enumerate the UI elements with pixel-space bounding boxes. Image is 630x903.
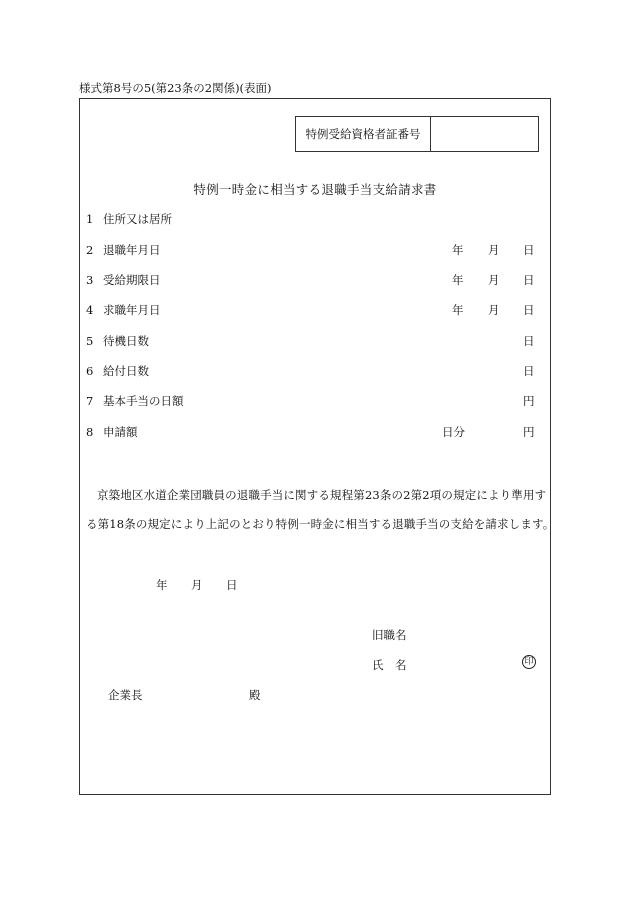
cert-number-field[interactable] bbox=[431, 117, 538, 151]
date-month: 月 bbox=[191, 578, 203, 592]
unit-month: 月 bbox=[488, 273, 500, 287]
item-benefit-deadline bbox=[86, 272, 161, 288]
unit-yen: 円 bbox=[523, 425, 535, 439]
name-label: 氏 名 bbox=[372, 658, 407, 672]
statement-line-2: る第18条の規定により上記のとおり特例一時金に相当する退職手当の支給を請求します。 bbox=[86, 517, 555, 531]
statement-line-1: 京築地区水道企業団職員の退職手当に関する規程第23条の2第2項の規定により準用す bbox=[97, 488, 547, 502]
form-header: 様式第8号の5(第23条の2関係)(表面) bbox=[79, 81, 272, 95]
item-address bbox=[86, 211, 172, 227]
seal-mark: 印 bbox=[522, 655, 536, 669]
unit-month: 月 bbox=[488, 303, 500, 317]
unit-year: 年 bbox=[452, 273, 464, 287]
addressee-honorific: 殿 bbox=[249, 688, 261, 702]
unit-day: 日 bbox=[523, 243, 535, 257]
unit-year: 年 bbox=[452, 303, 464, 317]
unit-day: 日 bbox=[523, 273, 535, 287]
cert-number-box bbox=[295, 116, 539, 152]
item-label: 基本手当の日額 bbox=[103, 394, 184, 408]
item-label: 申請額 bbox=[103, 425, 138, 439]
page-title: 特例一時金に相当する退職手当支給請求書 bbox=[193, 182, 437, 197]
item-benefit-days bbox=[86, 363, 149, 379]
addressee-title: 企業長 bbox=[108, 688, 143, 702]
item-retirement-date bbox=[86, 242, 161, 258]
unit-day: 日 bbox=[523, 334, 535, 348]
item-number: 3 bbox=[86, 273, 94, 287]
unit-month: 月 bbox=[488, 243, 500, 257]
item-job-application-date bbox=[86, 302, 161, 318]
item-waiting-days bbox=[86, 333, 149, 349]
date-day: 日 bbox=[226, 578, 238, 592]
item-number: 8 bbox=[86, 425, 94, 439]
item-requested-amount bbox=[86, 424, 138, 440]
unit-year: 年 bbox=[452, 243, 464, 257]
item-number: 7 bbox=[86, 394, 94, 408]
item-label: 給付日数 bbox=[103, 364, 149, 378]
item-number: 4 bbox=[86, 303, 94, 317]
item-number: 1 bbox=[86, 212, 94, 226]
item-label: 住所又は居所 bbox=[103, 212, 172, 226]
item-label: 退職年月日 bbox=[103, 243, 161, 257]
item-label: 求職年月日 bbox=[103, 303, 161, 317]
item-number: 5 bbox=[86, 334, 94, 348]
former-position-label: 旧職名 bbox=[372, 628, 407, 642]
item-number: 2 bbox=[86, 243, 94, 257]
unit-yen: 円 bbox=[523, 394, 535, 408]
unit-day: 日 bbox=[523, 303, 535, 317]
item-basic-daily-allowance bbox=[86, 393, 184, 409]
cert-number-label: 特例受給資格者証番号 bbox=[296, 117, 431, 151]
unit-days-worth: 日分 bbox=[442, 425, 465, 439]
item-label: 待機日数 bbox=[103, 334, 149, 348]
unit-day: 日 bbox=[523, 364, 535, 378]
form-frame bbox=[79, 98, 551, 795]
item-number: 6 bbox=[86, 364, 94, 378]
date-year: 年 bbox=[156, 578, 168, 592]
item-label: 受給期限日 bbox=[103, 273, 161, 287]
